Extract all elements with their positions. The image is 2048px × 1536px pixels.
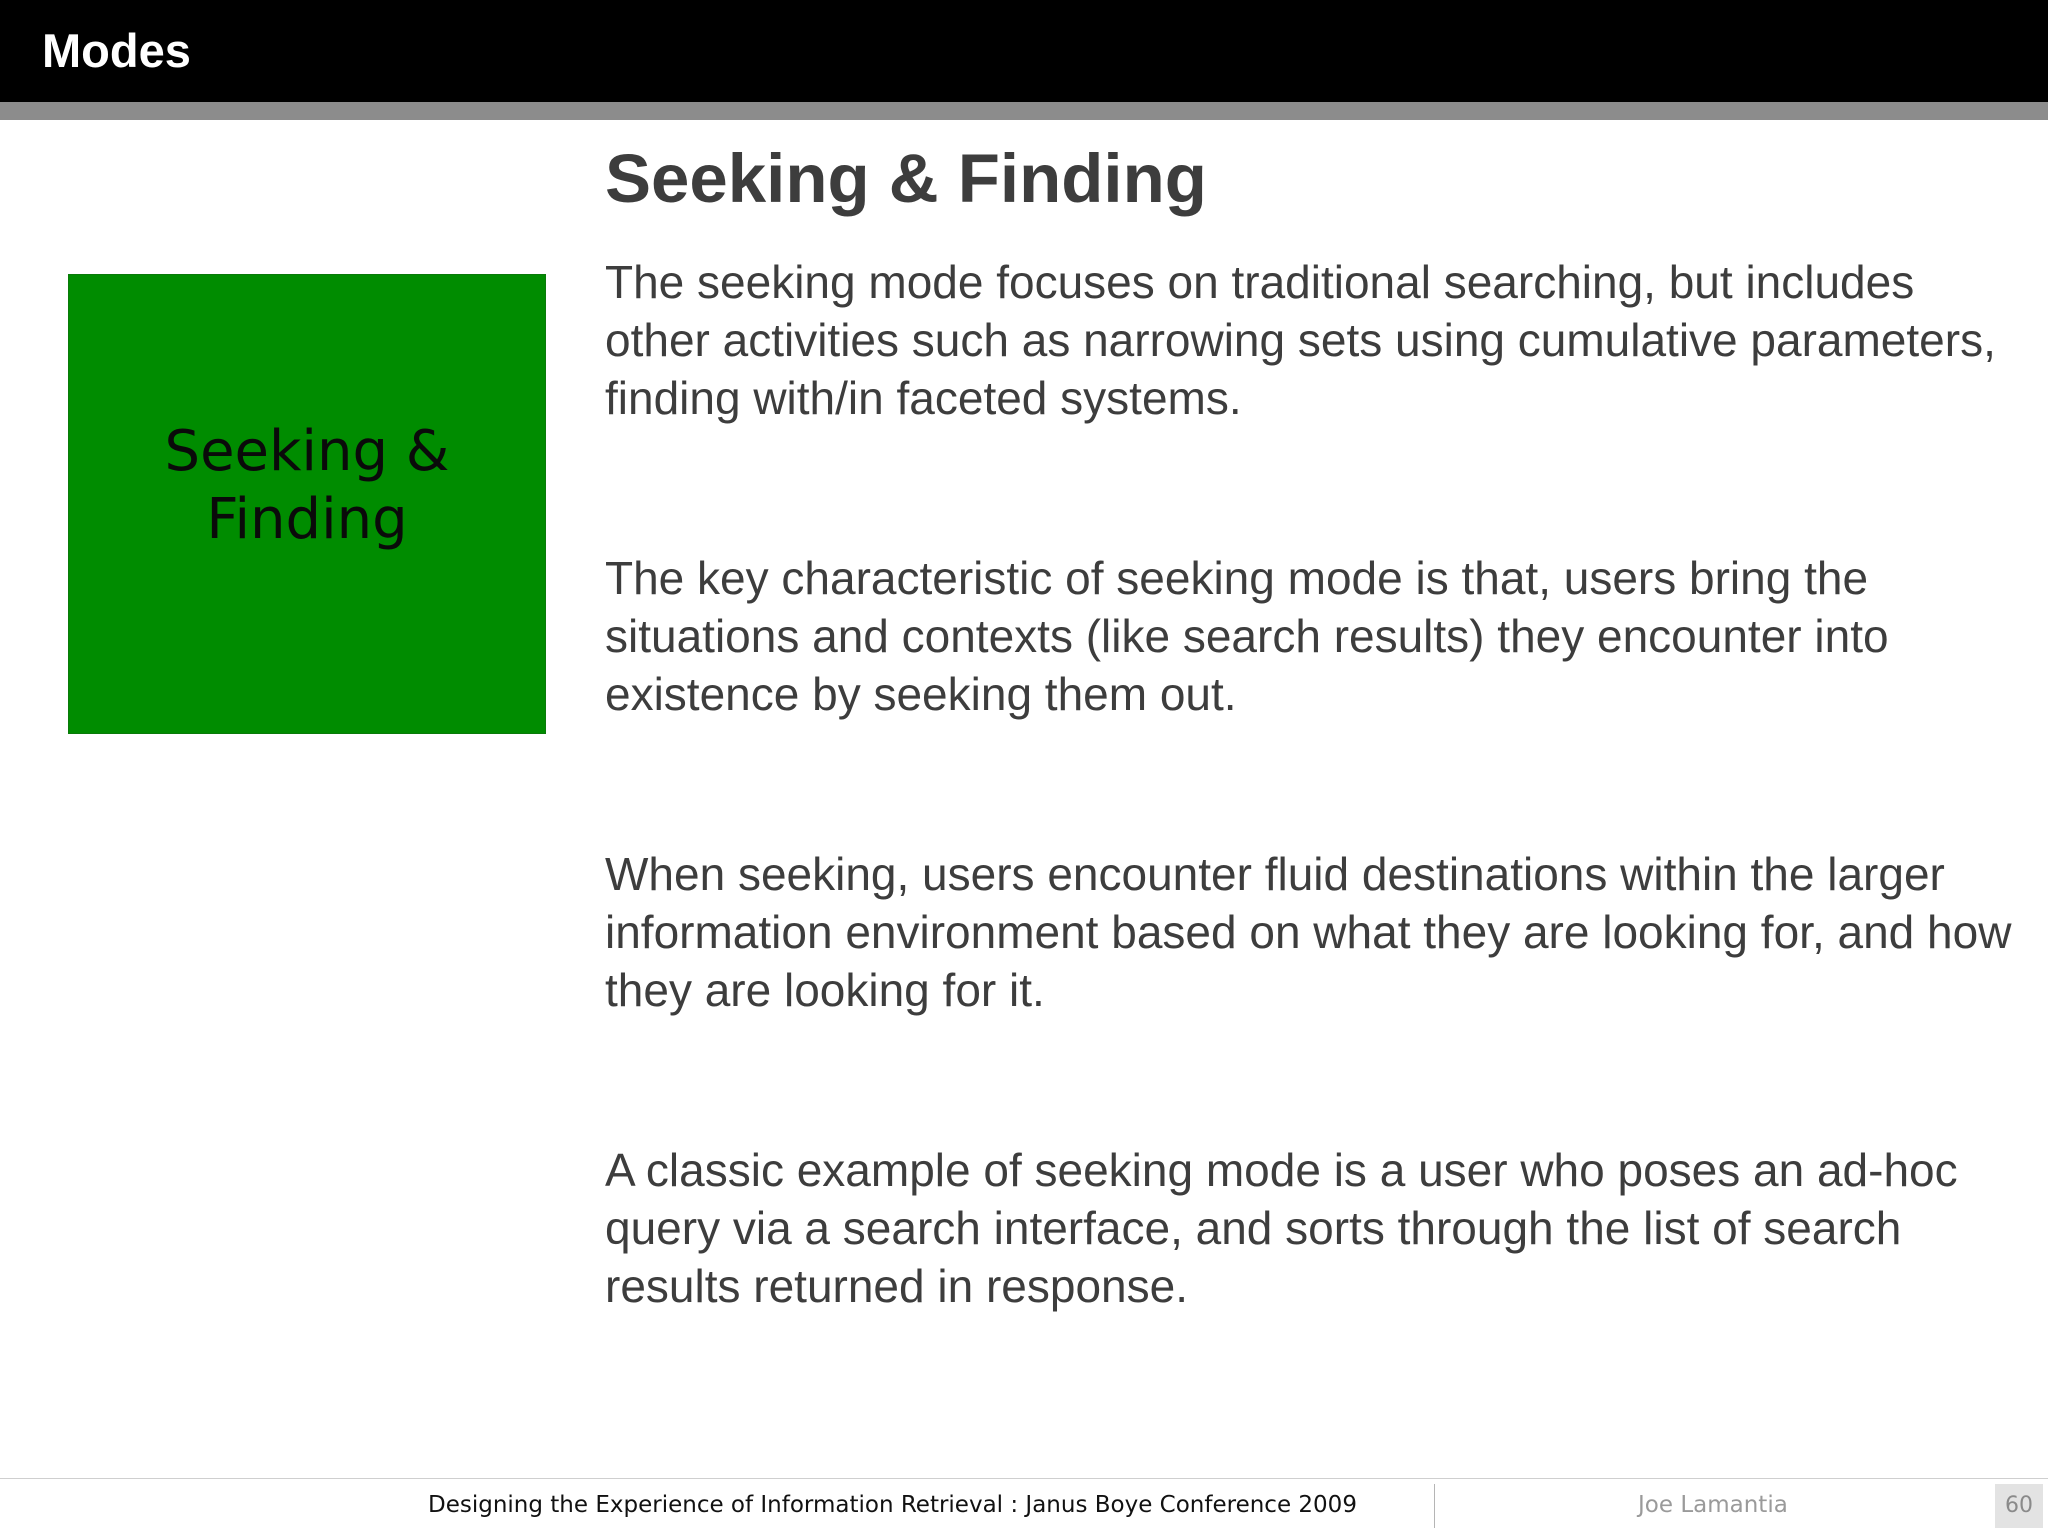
footer-presentation-title: Designing the Experience of Information Retrieval : Janus Boye Conference 2009 bbox=[428, 1492, 1357, 1518]
paragraph-2: The key characteristic of seeking mode is that, users bring the situations and contexts (like search results) they encounter into existence by seeking them out. bbox=[605, 552, 1889, 720]
content-area bbox=[605, 138, 2025, 1312]
page-number: 60 bbox=[1995, 1484, 2043, 1528]
paragraph-1: The seeking mode focuses on traditional searching, but includes other activities such as narrowing sets using cumulative parameters, finding with/in faceted systems. bbox=[605, 256, 1996, 424]
slide-title: Modes bbox=[42, 24, 191, 77]
paragraph-4: A classic example of seeking mode is a user who poses an ad-hoc query via a search interface, and sorts through the list of search results returned in response. bbox=[605, 1144, 1958, 1312]
section-heading: Seeking & Finding bbox=[605, 140, 1207, 217]
title-bar bbox=[0, 0, 2048, 102]
mode-box bbox=[68, 274, 546, 734]
paragraph-3: When seeking, users encounter fluid destinations within the larger information environment based on what they are looking for, and how they are looking for it. bbox=[605, 848, 2012, 1016]
mode-box-label: Seeking & Finding bbox=[164, 419, 450, 552]
footer-author: Joe Lamantia bbox=[1638, 1492, 1788, 1518]
footer-divider bbox=[1434, 1484, 1435, 1528]
footer-rule bbox=[0, 1478, 2048, 1479]
title-underline bbox=[0, 102, 2048, 120]
